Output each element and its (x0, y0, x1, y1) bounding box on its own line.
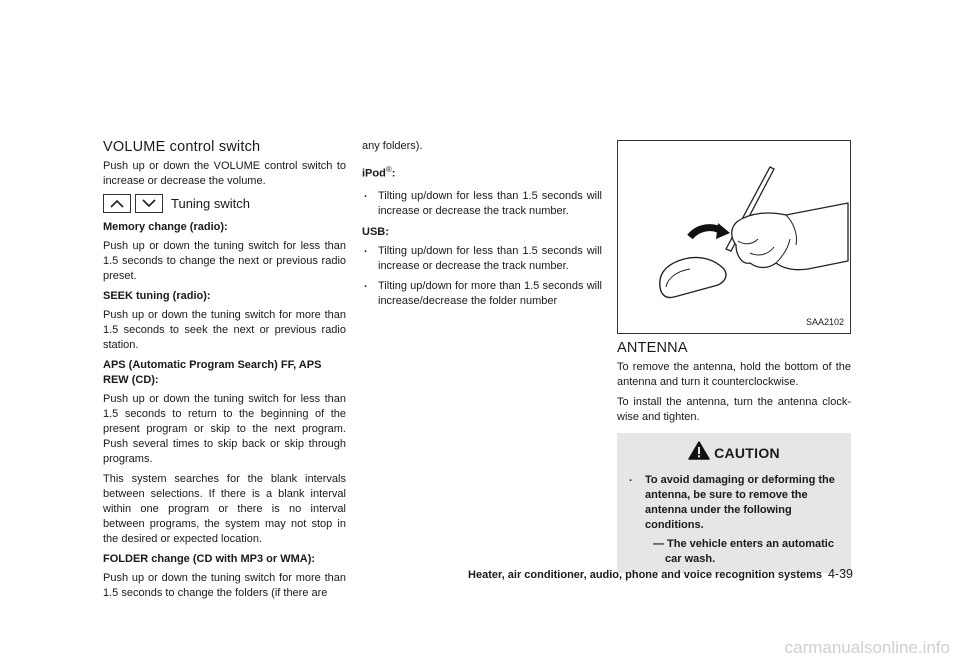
antenna-remove-text: To remove the antenna, hold the bottom of the antenna and turn it counterclockwise. (617, 361, 851, 388)
volume-switch-text: Push up or down the VOLUME control switch to increase or decrease the volume. (103, 160, 346, 187)
ipod-heading (362, 162, 602, 182)
aps-heading: APS (Automatic Program Search) FF, APS REW (CD): (103, 359, 322, 386)
hand-turning-antenna-icon (618, 141, 850, 333)
usb-heading: USB: (362, 225, 389, 238)
warning-triangle-icon (688, 441, 710, 465)
usb-bullets (362, 244, 602, 309)
ipod-bullet-1: . Tilting up/down for less than 1.5 seconds will increase or decrease the track number. (362, 189, 602, 219)
caution-box (617, 433, 851, 573)
figure-code: SAA2102 (805, 317, 844, 327)
usb-bullet-1: . Tilting up/down for less than 1.5 seconds will increase or decrease the track number. (362, 244, 602, 274)
memory-change-heading: Memory change (radio): (103, 221, 228, 233)
caution-title: CAUTION (714, 444, 780, 461)
watermark: carmanualsonline.info (784, 638, 950, 657)
registered-mark: ® (385, 165, 392, 174)
memory-change-text: Push up or down the tuning switch for less than 1.5 seconds to change the next or previous radio preset. (103, 240, 346, 282)
tuning-down-key-icon (135, 194, 163, 213)
ipod-heading-text: iPod (362, 167, 386, 180)
ipod-bullets (362, 189, 602, 219)
folder-change-continued: any folders). (362, 140, 423, 152)
folder-change-heading: FOLDER change (CD with MP3 or WMA): (103, 553, 316, 565)
ipod-heading-colon: : (391, 167, 396, 180)
page-number: 4-39 (827, 567, 853, 581)
antenna-illustration (617, 140, 851, 334)
volume-switch-heading: VOLUME control switch (103, 139, 261, 155)
left-column (103, 140, 346, 606)
middle-column (362, 139, 602, 315)
footer-section-title: Heater, air conditioner, audio, phone and voice recognition systems (468, 569, 822, 581)
caution-sub-item: — The vehicle enters an automatic car wash. (653, 538, 834, 565)
usb-bullet-2: . Tilting up/down for more than 1.5 seconds will increase/decrease the folder number (362, 279, 602, 309)
seek-tuning-heading: SEEK tuning (radio): (103, 290, 211, 302)
seek-tuning-text: Push up or down the tuning switch for more than 1.5 seconds to seek the next or previous radio station. (103, 309, 346, 351)
caution-item-text: To avoid damaging or deforming the antenna, be sure to remove the antenna under the following conditions. (645, 474, 835, 531)
aps-text-2: This system searches for the blank intervals between selections. If there is a blank interval within one program or there is no interval between programs, the system may not stop in the desired or expected location. (103, 473, 346, 545)
caution-bullet-dot: . (629, 472, 633, 484)
caution-header (627, 441, 841, 465)
tuning-switch-row (103, 194, 346, 213)
folder-change-text: Push up or down the tuning switch for more than 1.5 seconds to change the folders (if there are (103, 572, 346, 599)
right-column (617, 140, 851, 573)
page-footer (468, 567, 853, 581)
tuning-up-key-icon (103, 194, 131, 213)
antenna-install-text: To install the antenna, turn the antenna clock-wise and tighten. (617, 396, 851, 423)
aps-text-1: Push up or down the tuning switch for less than 1.5 seconds to return to the beginning of the present program or skip to the next program. Push several times to skip back or skip through programs. (103, 393, 346, 465)
tuning-switch-label: Tuning switch (171, 196, 250, 211)
caution-item (627, 473, 841, 533)
antenna-heading: ANTENNA (617, 340, 688, 356)
